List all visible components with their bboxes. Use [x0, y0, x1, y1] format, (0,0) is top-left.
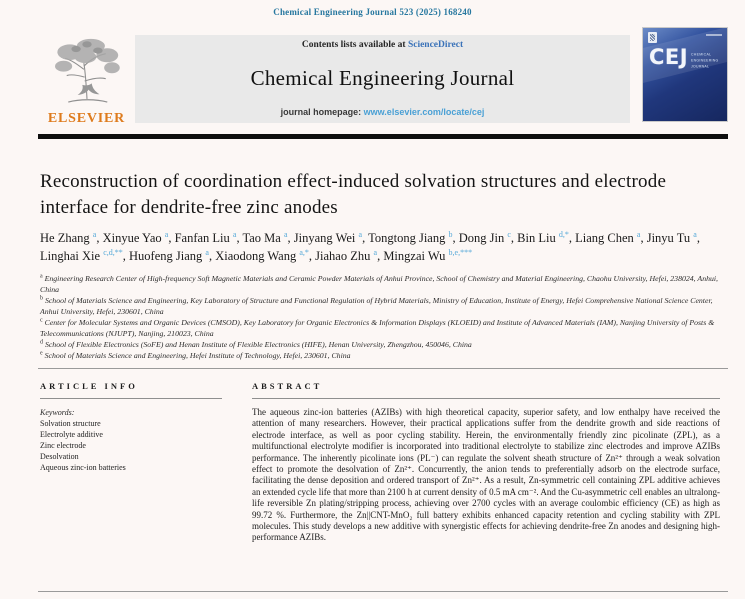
sciencedirect-link[interactable]: ScienceDirect: [407, 40, 464, 50]
cover-issue-text-placeholder: [706, 34, 722, 36]
author-affiliation-mark: a: [232, 229, 237, 239]
author-affiliation-mark: a: [92, 229, 97, 239]
keywords-label: Keywords:: [40, 408, 75, 417]
author-list: [40, 230, 715, 265]
author-affiliation-mark: a: [205, 247, 209, 257]
affiliation-mark: c: [40, 317, 43, 324]
journal-header: [38, 31, 728, 128]
affiliation-text: School of Flexible Electronics (SoFE) and Henan Institute of Flexible Electronics (HIFE), Henan University, Zhengzhou, 450046, China: [43, 340, 472, 349]
author-affiliation-mark: a: [358, 229, 363, 239]
author-affiliation-mark: c: [507, 229, 511, 239]
author: Xiaodong Wang $^{a,*}$,: [215, 247, 313, 263]
cover-journal-name: [691, 53, 728, 71]
article-info-rule: [40, 398, 222, 399]
elsevier-tree-icon: [48, 38, 126, 110]
author-affiliation-mark: a,*: [299, 247, 309, 257]
affiliation: [40, 295, 725, 317]
keyword-item: Solvation structure: [40, 419, 101, 428]
author: Jiahao Zhu $^a$,: [315, 247, 381, 263]
author-affiliation-mark: a: [636, 229, 641, 239]
author: Xinyue Yao $^a$,: [102, 229, 172, 245]
page-bottom-rule: [38, 591, 728, 592]
section-divider: [38, 368, 728, 369]
cover-journal-name-line: JOURNAL: [691, 65, 710, 69]
elsevier-logo: [38, 31, 135, 127]
author-affiliation-mark: a: [373, 247, 378, 257]
affiliation-text: Engineering Research Center of High-frequency Soft Magnetic Materials and Ceramic Powder Materials of Anhui Province, School of Chemistry and Material Engineering, Chaohu University, Hefei, 238024, Anhui, China: [40, 274, 719, 294]
article-info-column: [40, 381, 222, 544]
author: He Zhang $^a$,: [40, 229, 100, 245]
elsevier-mini-logo-icon: [648, 32, 657, 43]
abstract-rule: [252, 398, 720, 399]
affiliation-mark: e: [40, 350, 43, 357]
journal-citation: Chemical Engineering Journal 523 (2025) 168240: [273, 7, 472, 17]
keyword-item: Desolvation: [40, 452, 79, 461]
journal-title: Chemical Engineering Journal: [250, 66, 515, 90]
keyword-item: Aqueous zinc-ion batteries: [40, 463, 126, 472]
journal-cover-thumbnail[interactable]: [642, 27, 728, 122]
article-info-header: ARTICLE INFO: [40, 381, 138, 391]
affiliation-mark: a: [40, 273, 43, 280]
author-affiliation-mark: b,e,***: [448, 247, 473, 257]
affiliation-text: School of Materials Science and Engineering, Hefei Institute of Technology, Hefei, 230601, China: [42, 351, 351, 360]
cover-title: [649, 47, 728, 71]
affiliation-list: [40, 273, 725, 361]
affiliation-text: School of Materials Science and Engineering, Key Laboratory of Structure and Functional Regulation of Hybrid Materials, Ministry of Education, Institute of Energy, Hefei Comprehensive National Science Center, Anhui University, Hefei, 230601, China: [40, 296, 713, 316]
homepage-line: [135, 107, 630, 117]
header-divider-bar: [38, 134, 728, 139]
affiliation-text: Center for Molecular Systems and Organic Devices (CMSOD), Key Laboratory for Organic Electronics & Information Displays (KLOEID) and Institute of Advanced Materials (IAM), Nanjing University of Posts & Telecommunications (NJUPT), Nanjing, 210023, China: [40, 318, 715, 338]
author: Tongtong Jiang $^b$,: [368, 229, 456, 245]
keywords-list: [40, 418, 222, 473]
author-affiliation-mark: d,*: [558, 229, 569, 239]
author: Bin Liu $^{d,*}$,: [517, 229, 572, 245]
abstract-text: The aqueous zinc-ion batteries (AZIBs) with high theoretical capacity, superior safety, and low enthalpy have received the attention of many researchers. However, their practical applications suffer from the dendrite growth and side reactions of electrode interface, as well as poor cycling stability. Herein, the environmentally friendly zinc picolinate (ZPL), as a multifunctional electrolyte modifier is incorporated into traditional electrolyte to stabilize zinc electrodes and improve AZIBs performance. The inherently picolinate ions (PL⁻) can regulate the solvent sheath structure of Zn²⁺ through a weak solvation effect to promote the desolvation of Zn²⁺. Concurrently, the anion tends to preferentially adsorb on the electrode surface, facilitating the dense deposition and ordered transport of Zn²⁺. As a result, Zn-symmetric cell containing ZPL additive achieves an extended cycle life that more than 2100 h at current density of 0.5 mA cm⁻². And the Cu-asymmetric cell enables an ultralong-life reversible Zn plating/stripping process, achieving over 2700 cycles with an average coulombic efficiency (CE) as high as 99.72 %. Furthermore, the Zn||CNT-MnO₂ full battery exhibits enhanced capacity retention and cycling stability with ZPL molecules. This study develops a new additive with synergistic effects for achieving dendrite-free Zn anodes and designing high-performance AZIBs.: [252, 407, 720, 543]
affiliation-mark: d: [40, 339, 43, 346]
author: Linghai Xie $^{c,d,**}$,: [40, 247, 126, 263]
keyword-item: Electrolyte additive: [40, 430, 103, 439]
homepage-label: journal homepage:: [280, 107, 362, 117]
cover-journal-name-line: ENGINEERING: [691, 59, 719, 63]
affiliation-mark: b: [40, 295, 43, 302]
cover-journal-name-line: CHEMICAL: [691, 53, 712, 57]
journal-banner: [135, 35, 630, 123]
homepage-link[interactable]: www.elsevier.com/locate/cej: [363, 107, 485, 117]
author: Jinyang Wei $^a$,: [293, 229, 366, 245]
author: Liang Chen $^a$,: [575, 229, 644, 245]
author-affiliation-mark: c,d,**: [103, 247, 123, 257]
article-title: Reconstruction of coordination effect-induced solvation structures and electrode interface for dendrite-free zinc anodes: [40, 171, 667, 218]
affiliation: [40, 339, 725, 350]
contents-text: Contents lists available at: [301, 40, 406, 50]
affiliation: [40, 273, 725, 295]
abstract-header: ABSTRACT: [252, 381, 323, 391]
author: Huofeng Jiang $^a$,: [129, 247, 213, 263]
affiliation: [40, 317, 725, 339]
keyword-item: Zinc electrode: [40, 441, 86, 450]
cover-initials: CEJ: [649, 45, 689, 69]
affiliation: [40, 350, 725, 361]
author: Fanfan Liu $^a$,: [174, 229, 240, 245]
abstract-column: [252, 381, 720, 544]
author-affiliation-mark: b: [448, 229, 453, 239]
author-affiliation-mark: a: [164, 229, 169, 239]
elsevier-wordmark: ELSEVIER: [47, 111, 126, 126]
author-affiliation-mark: a: [283, 229, 288, 239]
author: Dong Jin $^c$,: [458, 229, 515, 245]
author: Mingzai Wu $^{b,e,***}$: [383, 247, 473, 263]
info-abstract-columns: [40, 381, 720, 544]
author: Jinyu Tu $^a$,: [646, 229, 700, 245]
author: Tao Ma $^a$,: [242, 229, 291, 245]
contents-line: [135, 40, 630, 50]
author-affiliation-mark: a: [693, 229, 697, 239]
